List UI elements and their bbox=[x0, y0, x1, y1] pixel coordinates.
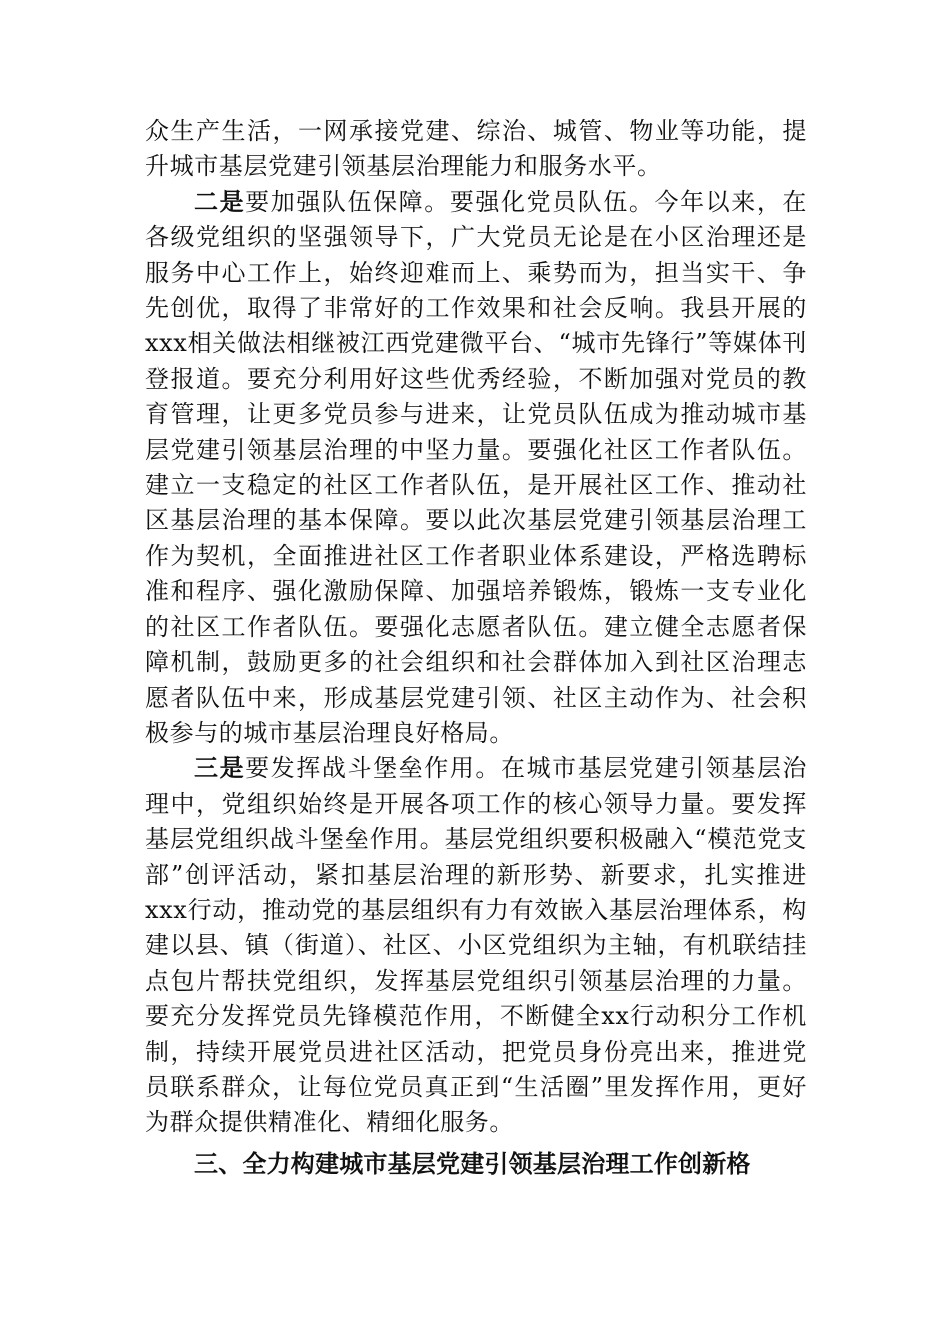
paragraph-three-text: 要发挥战斗堡垒作用。在城市基层党建引领基层治理中，党组织始终是开展各项工作的核心领导力量。要发挥基层党组织战斗堡垒作用。基层党组织要积极融入“模范党支部”创评活动，紧扣基层治理的新形势、新要求，扎实推进xxx行动，推动党的基层组织有力有效嵌入基层治理体系，构建以县、镇（街道）、社区、小区党组织为主轴，有机联结挂点包片帮扶党组织，发挥基层党组织引领基层治理的力量。要充分发挥党员先锋模范作用，不断健全xx行动积分工作机制，持续开展党员进社区活动，把党员身份亮出来，推进党员联系群众，让每位党员真正到“生活圈”里发挥作用，更好为群众提供精准化、精细化服务。 bbox=[145, 754, 807, 1137]
paragraph-two bbox=[145, 185, 807, 752]
section-heading: 三、全力构建城市基层党建引领基层治理工作创新格 bbox=[194, 1149, 751, 1178]
paragraph-continuation: 众生产生活，一网承接党建、综治、城管、物业等功能，提升城市基层党建引领基层治理能力和服务水平。 bbox=[145, 117, 807, 181]
paragraph-three bbox=[145, 751, 807, 1140]
document-page bbox=[145, 114, 807, 1182]
paragraph-two-lead: 二是 bbox=[194, 187, 246, 216]
paragraph-three-lead: 三是 bbox=[194, 754, 246, 783]
paragraph-two-text: 要加强队伍保障。要强化党员队伍。今年以来，在各级党组织的坚强领导下，广大党员无论是在小区治理还是服务中心工作上，始终迎难而上、乘势而为，担当实干、争先创优，取得了非常好的工作效果和社会反响。我县开展的xxx相关做法相继被江西党建微平台、“城市先锋行”等媒体刊登报道。要充分利用好这些优秀经验，不断加强对党员的教育管理，让更多党员参与进来，让党员队伍成为推动城市基层党建引领基层治理的中坚力量。要强化社区工作者队伍。建立一支稳定的社区工作者队伍，是开展社区工作、推动社区基层治理的基本保障。要以此次基层党建引领基层治理工作为契机，全面推进社区工作者职业体系建设，严格选聘标准和程序、强化激励保障、加强培养锻炼，锻炼一支专业化的社区工作者队伍。要强化志愿者队伍。建立健全志愿者保障机制，鼓励更多的社会组织和社会群体加入到社区治理志愿者队伍中来，形成基层党建引领、社区主动作为、社会积极参与的城市基层治理良好格局。 bbox=[145, 187, 807, 747]
